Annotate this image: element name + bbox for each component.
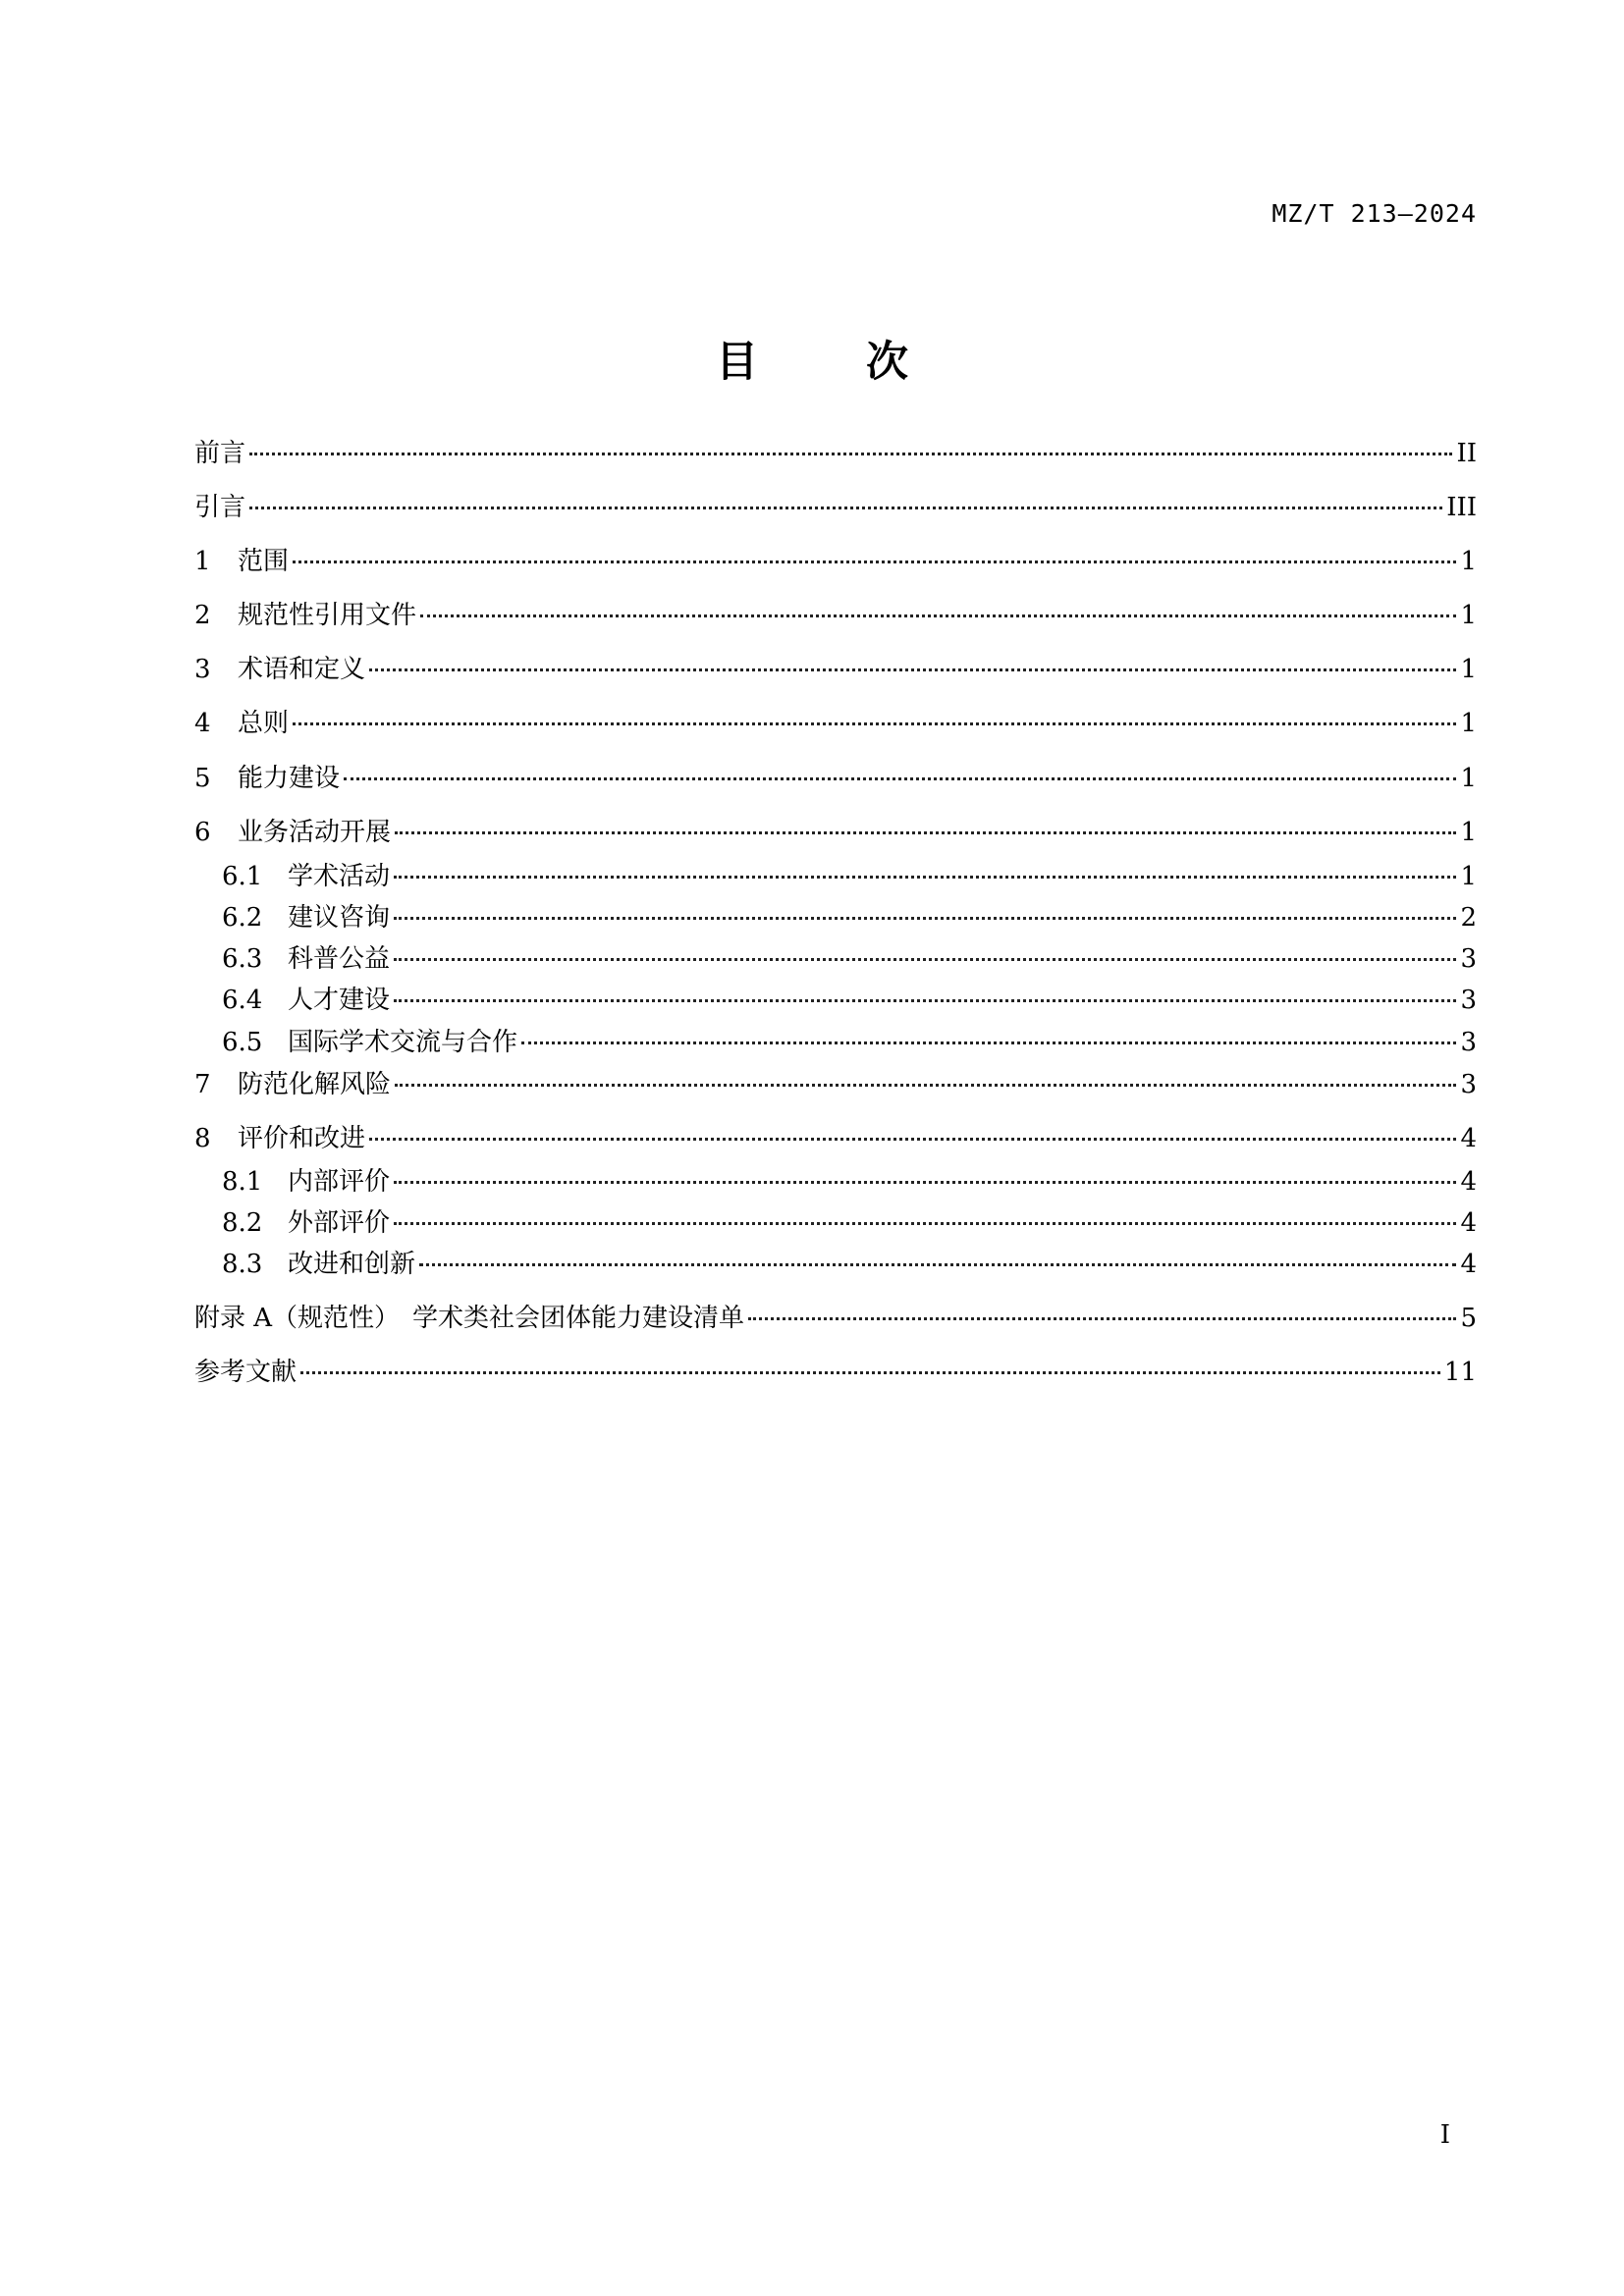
toc-dot-leader — [420, 614, 1456, 617]
toc-entry-page: 1 — [1460, 601, 1477, 630]
toc-dot-leader — [394, 876, 1456, 879]
toc-entry-label: 能力建设 — [238, 764, 341, 793]
toc-entry-label: 改进和创新 — [288, 1250, 416, 1279]
toc-entry-number: 6.4 — [222, 986, 263, 1015]
toc-entry[interactable] — [222, 943, 1477, 975]
toc-entry-number: 6.5 — [222, 1028, 263, 1057]
toc-entry-page: 3 — [1460, 1028, 1477, 1057]
toc-entry-label: 前言 — [194, 439, 246, 468]
title-char-left: 目 — [716, 338, 758, 387]
toc-entry-label: 规范性引用文件 — [238, 601, 417, 630]
toc-entry-label: 范围 — [238, 547, 290, 576]
toc-entry-page: 4 — [1460, 1167, 1477, 1197]
toc-entry-label: 术语和定义 — [238, 655, 366, 684]
toc-entry[interactable] — [222, 861, 1477, 892]
toc-entry-number: 6.3 — [222, 944, 263, 974]
toc-entry-number: 2 — [194, 601, 211, 630]
toc-entry-label: 附录 A（规范性） 学术类社会团体能力建设清单 — [194, 1304, 745, 1333]
toc-dot-leader — [395, 831, 1456, 834]
toc-entry-label: 建议咨询 — [288, 903, 391, 933]
toc-entry[interactable] — [194, 817, 1477, 848]
title-char-right: 次 — [866, 338, 908, 387]
toc-dot-leader — [249, 453, 1452, 455]
toc-entry-page: 1 — [1460, 764, 1477, 793]
toc-dot-leader — [394, 958, 1456, 961]
toc-entry-number: 8.1 — [222, 1167, 263, 1197]
toc-entry[interactable] — [194, 546, 1477, 577]
toc-entry-label: 评价和改进 — [238, 1124, 366, 1153]
toc-entry[interactable] — [194, 1123, 1477, 1154]
toc-entry-page: 1 — [1460, 709, 1477, 738]
toc-entry-page: 1 — [1460, 547, 1477, 576]
toc-entry-number: 6 — [194, 818, 211, 847]
toc-entry-page: 1 — [1460, 655, 1477, 684]
toc-dot-leader — [369, 1138, 1456, 1141]
toc-entry-page: 1 — [1460, 818, 1477, 847]
toc-dot-leader — [394, 917, 1456, 920]
toc-entry[interactable] — [194, 1069, 1477, 1100]
toc-entry-label: 内部评价 — [288, 1167, 391, 1197]
toc-entry[interactable] — [194, 763, 1477, 794]
toc-entry[interactable] — [222, 1166, 1477, 1198]
toc-entry-label: 参考文献 — [194, 1358, 298, 1387]
toc-entry-page: 3 — [1460, 1070, 1477, 1099]
toc-entry-label: 科普公益 — [288, 944, 391, 974]
toc-entry-page: 1 — [1460, 862, 1477, 891]
toc-entry-page: 4 — [1460, 1250, 1477, 1279]
page-title — [0, 329, 1624, 389]
toc-entry[interactable] — [194, 492, 1477, 523]
toc-entry-number: 5 — [194, 764, 211, 793]
toc-entry-page: 3 — [1460, 944, 1477, 974]
toc-entry-label: 人才建设 — [288, 986, 391, 1015]
toc-dot-leader — [395, 1084, 1456, 1087]
toc-entry-label: 引言 — [194, 493, 246, 522]
toc-entry-number: 7 — [194, 1070, 211, 1099]
toc-dot-leader — [249, 507, 1442, 509]
toc-entry-label: 国际学术交流与合作 — [288, 1028, 518, 1057]
toc-entry-page: 4 — [1460, 1208, 1477, 1238]
toc-entry[interactable] — [194, 1357, 1477, 1388]
toc-entry-label: 业务活动开展 — [238, 818, 392, 847]
toc-dot-leader — [419, 1263, 1456, 1266]
toc-entry-number: 3 — [194, 655, 211, 684]
toc-entry[interactable] — [194, 708, 1477, 739]
toc-entry-number: 6.2 — [222, 903, 263, 933]
toc-dot-leader — [300, 1371, 1440, 1374]
toc-entry[interactable] — [222, 1027, 1477, 1058]
toc-dot-leader — [293, 561, 1456, 563]
toc-entry[interactable] — [194, 654, 1477, 685]
toc-entry-label: 学术活动 — [288, 862, 391, 891]
toc-entry[interactable] — [194, 438, 1477, 469]
document-code: MZ/T 213—2024 — [1272, 199, 1477, 228]
toc-entry-number: 6.1 — [222, 862, 263, 891]
toc-entry-page: III — [1446, 493, 1477, 522]
toc-entry[interactable] — [222, 902, 1477, 934]
toc-entry-page: 2 — [1460, 903, 1477, 933]
toc-entry-page: 11 — [1443, 1358, 1477, 1387]
toc-entry-label: 外部评价 — [288, 1208, 391, 1238]
toc-dot-leader — [293, 722, 1456, 725]
toc-dot-leader — [521, 1041, 1456, 1044]
toc-dot-leader — [394, 999, 1456, 1002]
toc-entry-label: 防范化解风险 — [238, 1070, 392, 1099]
toc-entry[interactable] — [222, 985, 1477, 1016]
toc-entry-page: 3 — [1460, 986, 1477, 1015]
toc-entry-page: 4 — [1460, 1124, 1477, 1153]
toc-entry-number: 1 — [194, 547, 211, 576]
toc-dot-leader — [748, 1317, 1456, 1320]
toc-entry-number: 8.2 — [222, 1208, 263, 1238]
toc-entry-number: 8 — [194, 1124, 211, 1153]
toc-entry[interactable] — [222, 1207, 1477, 1239]
toc-dot-leader — [394, 1181, 1456, 1184]
toc-entry-number: 8.3 — [222, 1250, 263, 1279]
toc-entry[interactable] — [194, 1303, 1477, 1334]
toc-entry-page: 5 — [1460, 1304, 1477, 1333]
toc-entry-number: 4 — [194, 709, 211, 738]
toc-entry-page: II — [1456, 439, 1477, 468]
toc-dot-leader — [369, 668, 1456, 671]
toc-entry[interactable] — [222, 1249, 1477, 1280]
toc-dot-leader — [344, 777, 1456, 780]
page-number: I — [1439, 2120, 1450, 2150]
toc-entry-label: 总则 — [238, 709, 290, 738]
toc-entry[interactable] — [194, 600, 1477, 631]
toc-dot-leader — [394, 1222, 1456, 1225]
